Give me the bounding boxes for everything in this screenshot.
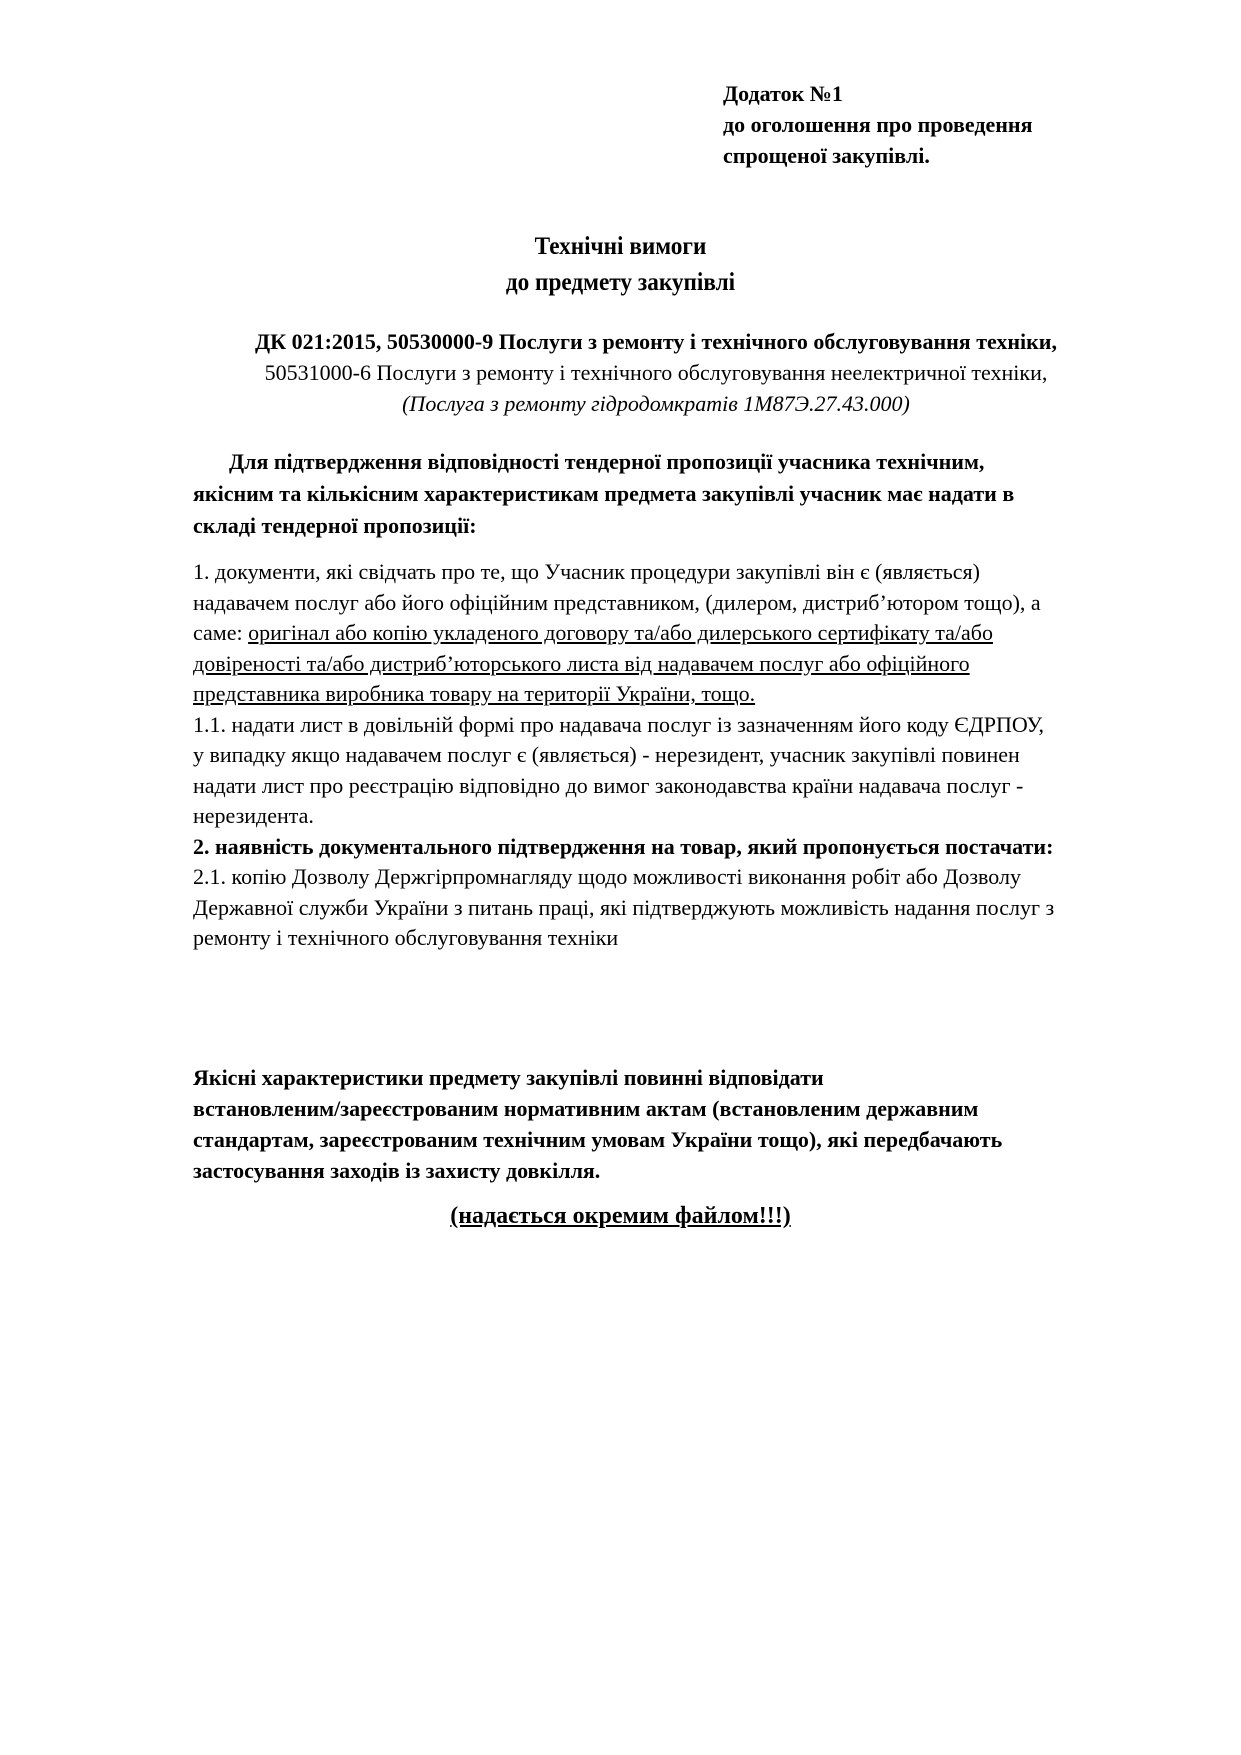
requirement-line: надавачем послуг або його офіційним представником, (дилером, дистриб’ютором тощо), а bbox=[193, 589, 1041, 615]
requirement-line: 2.1. копію Дозволу Держгірпромнагляду щодо можливості виконання робіт або Дозволу bbox=[193, 864, 1021, 889]
requirement-line: 1.1. надати лист в довільній формі про надавача послуг із зазначенням його коду ЄДРПОУ, bbox=[193, 711, 1045, 737]
lead-line: якісним та кількісним характеристикам предмета закупівлі учасник має надати в bbox=[193, 481, 1015, 506]
quality-line: застосування заходів із захисту довкілля. bbox=[193, 1158, 601, 1183]
annex-subtitle-line: спрощеної закупівлі. bbox=[723, 143, 930, 168]
quality-line: встановленим/зареєстрованим нормативним актам (встановленим державним bbox=[193, 1096, 979, 1121]
requirement-line: у випадку якщо надавачем послуг є (являється) - нерезидент, учасник закупівлі повинен bbox=[193, 742, 1020, 767]
annex-header bbox=[723, 78, 1033, 171]
underlined-requirement-text: довіреності та/або дистриб’юторського листа від надавачем послуг або офіційного bbox=[193, 650, 970, 676]
quality-line: стандартам, зареєстрованим технічним умовам України тощо), які передбачають bbox=[193, 1127, 1003, 1152]
requirement-line: надати лист про реєстрацію відповідно до вимог законодавства країни надавача послуг - bbox=[193, 772, 1024, 798]
requirement-1 bbox=[193, 557, 1183, 710]
requirement-line: 1. документи, які свідчать про те, що Учасник процедури закупівлі він є (являється) bbox=[193, 559, 980, 584]
requirement-text: саме: bbox=[193, 620, 249, 645]
lead-paragraph bbox=[193, 446, 1153, 542]
document-title bbox=[43, 229, 1197, 301]
quality-line: Якісні характеристики предмету закупівлі повинні відповідати bbox=[193, 1065, 824, 1090]
requirement-heading: 2. наявність документального підтвердження на товар, який пропонується постачати: bbox=[193, 833, 1054, 859]
separate-file-note: (надається окремим файлом!!!) bbox=[450, 1203, 791, 1229]
requirements-list bbox=[193, 557, 1183, 954]
title-line: Технічні вимоги bbox=[534, 233, 707, 260]
code-line-secondary: 50531000-6 Послуги з ремонту і технічного обслуговування неелектричної техніки, bbox=[264, 360, 1048, 385]
requirement-2 bbox=[193, 832, 1183, 863]
lead-line: Для підтвердження відповідності тендерної пропозиції учасника технічним, bbox=[229, 449, 985, 474]
quality-paragraph bbox=[193, 1062, 1153, 1186]
requirement-2-1 bbox=[193, 862, 1183, 954]
code-line-primary: ДК 021:2015, 50530000-9 Послуги з ремонту і технічного обслуговування техніки, bbox=[255, 329, 1057, 354]
requirement-line bbox=[193, 618, 1183, 649]
requirement-1-1 bbox=[193, 710, 1183, 832]
service-description: (Послуга з ремонту гідродомкратів 1М87Э.27.43.000) bbox=[402, 391, 910, 416]
requirement-line: ремонту і технічного обслуговування техніки bbox=[193, 925, 619, 950]
annex-subtitle-line: до оголошення про проведення bbox=[723, 112, 1033, 137]
procurement-codes bbox=[0, 326, 1241, 419]
lead-line: складі тендерної пропозиції: bbox=[193, 513, 477, 538]
requirement-line: нерезидента. bbox=[193, 803, 314, 828]
underlined-requirement-text: представника виробника товару на території України, тощо. bbox=[193, 681, 756, 706]
underlined-requirement-text: оригінал або копію укладеного договору та/або дилерського сертифікату та/або bbox=[248, 620, 993, 645]
title-line: до предмету закупівлі bbox=[505, 269, 736, 296]
requirement-line: Державної служби України з питань праці, які підтверджують можливість надання послуг з bbox=[193, 894, 1055, 920]
annex-number: Додаток №1 bbox=[723, 81, 843, 106]
